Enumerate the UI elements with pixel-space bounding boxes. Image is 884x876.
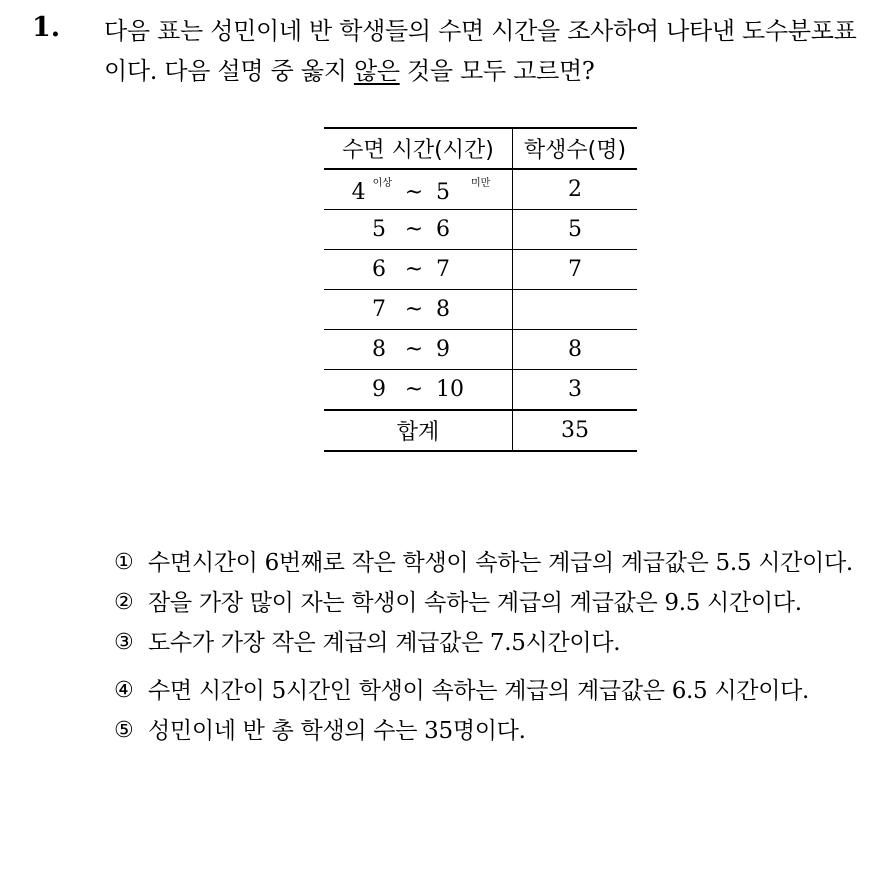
choice-3[interactable] — [114, 625, 874, 661]
interval-tilde: ~ — [404, 377, 424, 402]
question-stem — [104, 11, 874, 91]
choice-5[interactable] — [114, 713, 874, 749]
choice-4[interactable] — [114, 673, 874, 709]
interval-end: 10 — [436, 377, 464, 402]
table-row — [324, 250, 637, 290]
choice-5-mark: ⑤ — [114, 718, 134, 743]
interval-end: 8 — [436, 297, 450, 322]
interval-start: 9 — [372, 377, 386, 402]
header-sleep-time: 수면 시간(시간) — [324, 128, 513, 169]
sleep-interval-cell — [324, 330, 513, 370]
interval-end: 9 — [436, 337, 450, 362]
interval-start: 4 — [351, 180, 366, 205]
interval-tilde: ~ — [404, 217, 424, 242]
interval-start: 8 — [372, 337, 386, 362]
interval-start: 7 — [372, 297, 386, 322]
choice-2-mark: ② — [114, 590, 134, 615]
stem-underlined-word: 않은 — [353, 57, 400, 85]
interval-range — [366, 337, 470, 362]
student-count-cell: 8 — [513, 330, 638, 370]
choice-1-mark: ① — [114, 550, 134, 575]
choice-5-text: 성민이네 반 총 학생의 수는 35명이다. — [148, 718, 526, 744]
choice-4-text: 수면 시간이 5시간인 학생이 속하는 계급의 계급값은 6.5 시간이다. — [148, 678, 810, 704]
interval-range — [366, 257, 470, 282]
choice-4-mark: ④ — [114, 678, 134, 703]
total-label: 합계 — [324, 410, 513, 451]
sleep-interval-cell — [324, 169, 513, 210]
interval-end: 5 — [436, 180, 450, 205]
interval-start: 6 — [372, 257, 386, 282]
choice-1[interactable] — [114, 545, 874, 581]
sleep-interval-cell — [324, 370, 513, 411]
interval-range — [346, 174, 491, 205]
interval-tilde: ~ — [404, 180, 424, 205]
question-number: 1. — [32, 12, 61, 43]
table-row — [324, 290, 637, 330]
interval-tilde: ~ — [404, 257, 424, 282]
total-value: 35 — [513, 410, 638, 451]
interval-start: 5 — [372, 217, 386, 242]
choice-2-text: 잠을 가장 많이 자는 학생이 속하는 계급의 계급값은 9.5 시간이다. — [148, 590, 802, 616]
student-count-cell: 5 — [513, 210, 638, 250]
stem-text-1: 다음 표는 성민이네 반 학생들의 수면 시간을 조사하여 나타낸 도수분포표이다. 다음 설명 중 옳지 — [104, 17, 857, 85]
interval-range — [366, 377, 470, 402]
student-count-cell: 2 — [513, 169, 638, 210]
header-student-count: 학생수(명) — [513, 128, 638, 169]
table-row — [324, 330, 637, 370]
interval-start-note: 이상 — [372, 178, 392, 189]
stem-text-2: 것을 모두 고르면? — [399, 57, 595, 85]
interval-range — [366, 217, 470, 242]
interval-range — [366, 297, 470, 322]
interval-end: 7 — [436, 257, 450, 282]
sleep-interval-cell — [324, 210, 513, 250]
interval-end-note: 미만 — [471, 178, 491, 189]
choice-3-mark: ③ — [114, 630, 134, 655]
table-row — [324, 210, 637, 250]
choice-2[interactable] — [114, 585, 874, 621]
choice-1-text: 수면시간이 6번째로 작은 학생이 속하는 계급의 계급값은 5.5 시간이다. — [148, 550, 853, 576]
interval-end: 6 — [436, 217, 450, 242]
sleep-interval-cell — [324, 250, 513, 290]
student-count-cell: 3 — [513, 370, 638, 411]
student-count-cell: 7 — [513, 250, 638, 290]
choice-3-text: 도수가 가장 작은 계급의 계급값은 7.5시간이다. — [148, 630, 621, 656]
table-header-row — [324, 128, 637, 169]
interval-tilde: ~ — [404, 297, 424, 322]
table-row — [324, 169, 637, 210]
answer-choices — [114, 545, 874, 753]
interval-tilde: ~ — [404, 337, 424, 362]
table-row — [324, 370, 637, 411]
student-count-cell — [513, 290, 638, 330]
frequency-table — [324, 127, 637, 452]
total-row — [324, 410, 637, 451]
sleep-interval-cell — [324, 290, 513, 330]
